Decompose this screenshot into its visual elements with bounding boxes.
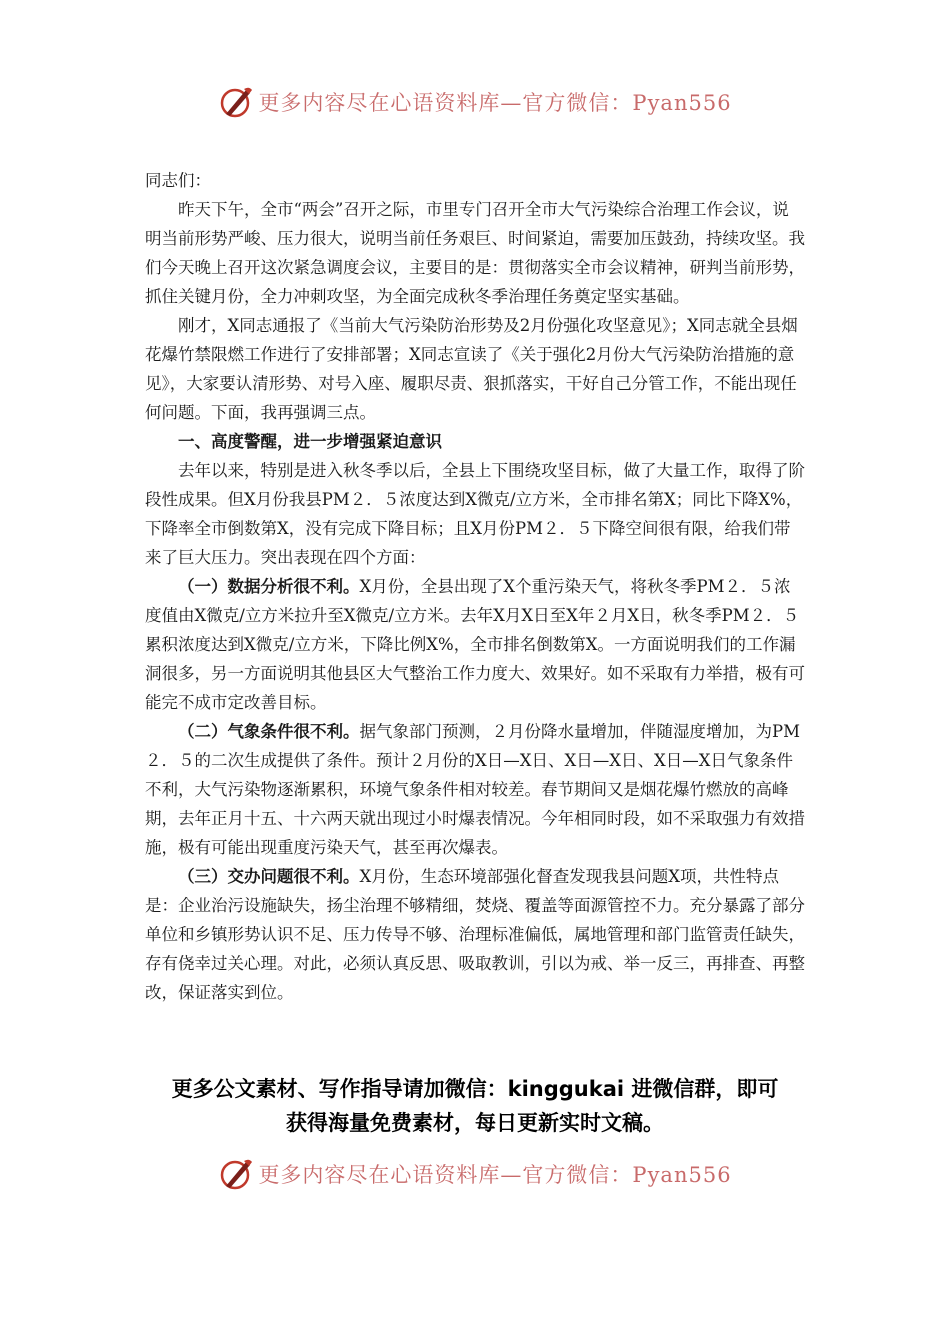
item-1-text: X月份，全县出现了X个重污染天气，将秋冬季PM２．５浓度值由X微克/立方米拉升至X微克/立方米。去年X月X日至X年２月X日，秋冬季PM２．５累积浓度达到X微克/立方米，下降比例X%，全市排名倒数第X。一方面说明我们的工作漏洞很多，另一方面说明其他县区大气整治工作力度大、效果好。如不采取有力举措，极有可能完不成市定改善目标。	[145, 577, 805, 712]
item-1-title: （一）数据分析很不利。	[178, 577, 360, 596]
salutation: 同志们：	[145, 171, 211, 190]
paragraph-3: 去年以来，特别是进入秋冬季以后，全县上下围绕攻坚目标，做了大量工作，取得了阶段性成果。但X月份我县PM２．５浓度达到X微克/立方米，全市排名第X；同比下降X%，下降率全市倒数第X，没有完成下降目标；且X月份PM２．５下降空间很有限，给我们带来了巨大压力。突出表现在四个方面：	[145, 461, 805, 567]
promo-line-2: 获得海量免费素材，每日更新实时文稿。	[286, 1111, 664, 1135]
document-body	[145, 166, 805, 1007]
pen-circle-logo-icon	[218, 84, 254, 120]
section-heading-1: 一、高度警醒，进一步增强紧迫意识	[178, 432, 442, 451]
pen-circle-logo-icon	[218, 1156, 254, 1192]
paragraph-2: 刚才，X同志通报了《当前大气污染防治形势及2月份强化攻坚意见》；X同志就全县烟花爆竹禁限燃工作进行了安排部署；X同志宣读了《关于强化2月份大气污染防治措施的意见》，大家要认清形势、对号入座、履职尽责、狠抓落实，干好自己分管工作，不能出现任何问题。下面，我再强调三点。	[145, 316, 798, 422]
banner-text: 更多内容尽在心语资料库—官方微信：Pyan556	[258, 91, 732, 115]
item-3-title: （三）交办问题很不利。	[178, 867, 360, 886]
header-banner	[0, 80, 950, 124]
item-3-text: X月份，生态环境部强化督查发现我县问题X项，共性特点是：企业治污设施缺失，扬尘治理不够精细，焚烧、覆盖等面源管控不力。充分暴露了部分单位和乡镇形势认识不足、压力传导不够、治理标准偏低，属地管理和部门监管责任缺失，存有侥幸过关心理。对此，必须认真反思、吸取教训，引以为戒、举一反三，再排查、再整改，保证落实到位。	[145, 867, 805, 1002]
item-3	[145, 862, 805, 1007]
banner-text: 更多内容尽在心语资料库—官方微信：Pyan556	[258, 1163, 732, 1187]
paragraph-1: 昨天下午，全市“两会”召开之际，市里专门召开全市大气污染综合治理工作会议，说明当前形势严峻、压力很大，说明当前任务艰巨、时间紧迫，需要加压鼓劲，持续攻坚。我们今天晚上召开这次紧急调度会议，主要目的是：贯彻落实全市会议精神，研判当前形势，抓住关键月份，全力冲刺攻坚，为全面完成秋冬季治理任务奠定坚实基础。	[145, 200, 805, 306]
item-2	[145, 717, 805, 862]
item-2-title: （二）气象条件很不利。	[178, 722, 360, 741]
promo-notice	[0, 1072, 950, 1140]
item-2-text: 据气象部门预测，２月份降水量增加，伴随湿度增加，为PM２．５的二次生成提供了条件。预计２月份的X日—X日、X日—X日、X日—X日气象条件不利，大气污染物逐渐累积，环境气象条件相对较差。春节期间又是烟花爆竹燃放的高峰期，去年正月十五、十六两天就出现过小时爆表情况。今年相同时段，如不采取强力有效措施，极有可能出现重度污染天气，甚至再次爆表。	[145, 722, 805, 857]
promo-line-1: 更多公文素材、写作指导请加微信：kinggukai 进微信群，即可	[171, 1077, 779, 1101]
footer-banner	[0, 1152, 950, 1196]
item-1	[145, 572, 805, 717]
